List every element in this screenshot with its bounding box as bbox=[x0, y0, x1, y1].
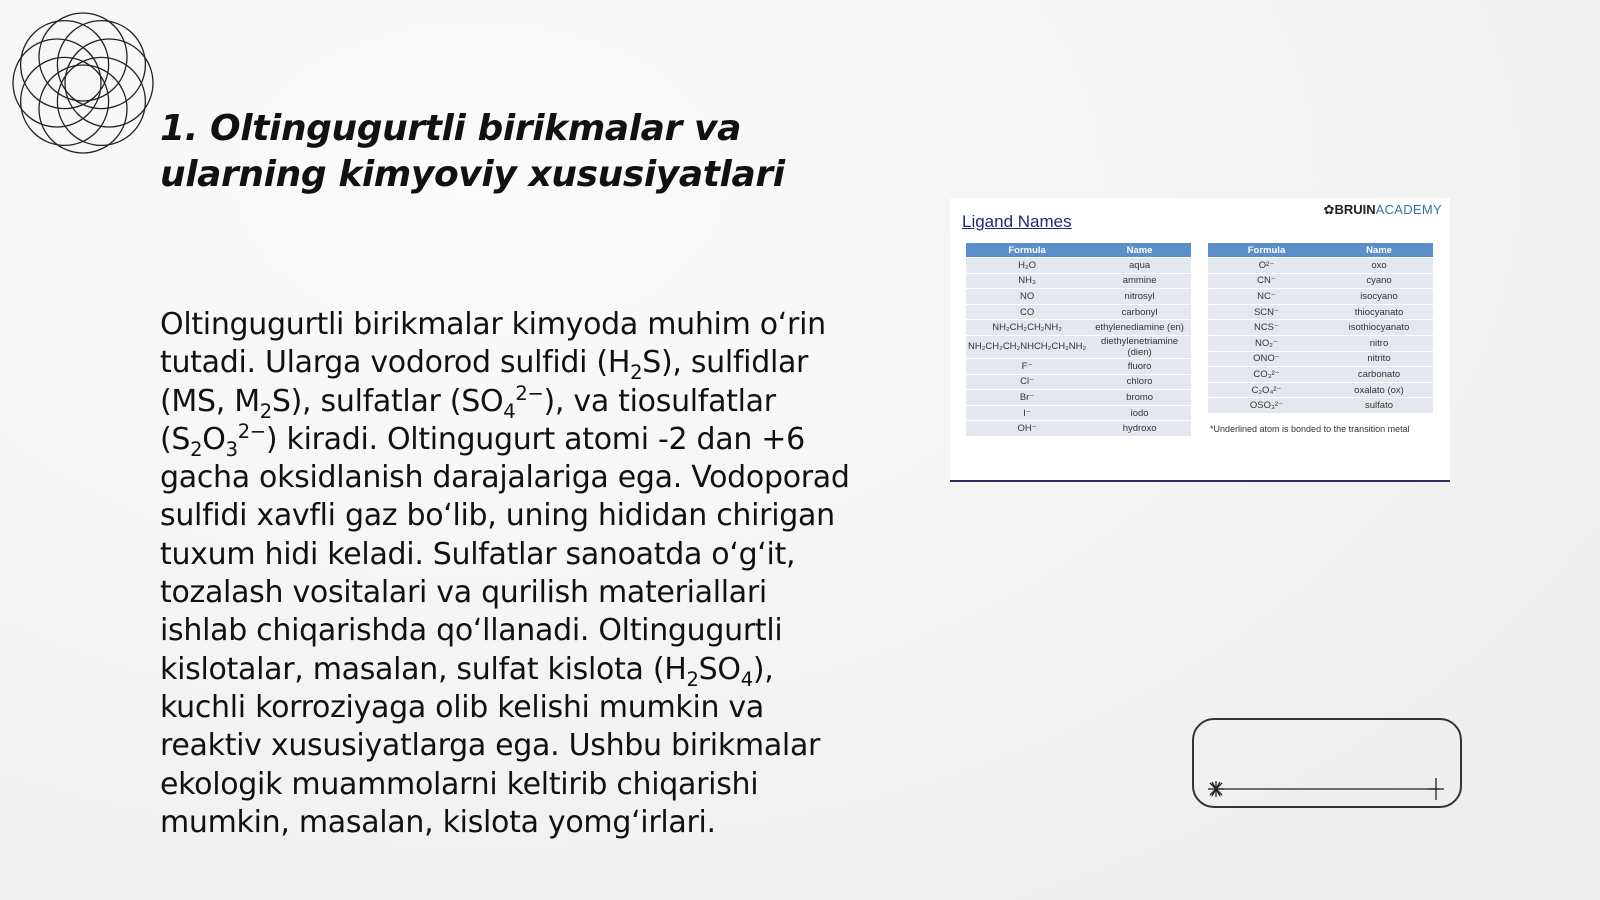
table-header-formula: Formula bbox=[1208, 243, 1325, 257]
brand-light: ACADEMY bbox=[1375, 202, 1442, 217]
body-segment: ), kuchli korroziyaga olib kelishi mumkin va reaktiv xususiyatlarga ega. Ushbu birikmalar ekologik muammolarni keltirib chiqarishi mumkin, masalan, kislota yomg‘irlari. bbox=[160, 651, 821, 840]
table-header-formula: Formula bbox=[966, 243, 1088, 257]
formula-cell: OSO₃²⁻ bbox=[1208, 398, 1325, 413]
formula-cell: H₂O bbox=[966, 258, 1088, 273]
table-row bbox=[1208, 367, 1433, 382]
table-row bbox=[966, 305, 1191, 320]
formula-cell: Br⁻ bbox=[966, 390, 1088, 405]
body-segment: Oltingugurtli birikmalar kimyoda muhim o‘rin tutadi. Ularga vodorod sulfidi (H bbox=[160, 307, 826, 381]
table-row bbox=[1208, 320, 1433, 335]
ligand-table-left bbox=[966, 242, 1191, 437]
decorative-rings-icon bbox=[8, 8, 158, 158]
name-cell: aqua bbox=[1088, 258, 1191, 273]
ring bbox=[65, 39, 153, 127]
timeline-decoration bbox=[1192, 718, 1462, 808]
table-row bbox=[1208, 383, 1433, 398]
ligand-names-image bbox=[950, 198, 1450, 482]
formula-cell: CO₃²⁻ bbox=[1208, 367, 1325, 382]
table-row bbox=[1208, 336, 1433, 351]
formula-cell: I⁻ bbox=[966, 406, 1088, 421]
table-row bbox=[1208, 352, 1433, 367]
body-segment: 2 bbox=[190, 437, 203, 461]
name-cell: diethylenetriamine (dien) bbox=[1088, 336, 1191, 358]
ring bbox=[21, 21, 109, 109]
formula-cell: O²⁻ bbox=[1208, 258, 1325, 273]
starburst-icon bbox=[1208, 781, 1224, 797]
formula-cell: CN⁻ bbox=[1208, 274, 1325, 289]
name-cell: bromo bbox=[1088, 390, 1191, 405]
table-row bbox=[1208, 289, 1433, 304]
name-cell: isocyano bbox=[1325, 289, 1433, 304]
formula-cell: SCN⁻ bbox=[1208, 305, 1325, 320]
ring bbox=[57, 21, 145, 109]
table-row bbox=[966, 359, 1191, 374]
ring bbox=[21, 57, 109, 145]
body-paragraph bbox=[160, 306, 860, 842]
body-segment: O bbox=[202, 421, 226, 457]
name-cell: ethylenediamine (en) bbox=[1088, 320, 1191, 335]
name-cell: nitro bbox=[1325, 336, 1433, 351]
formula-cell: F⁻ bbox=[966, 359, 1088, 374]
body-segment: 3 bbox=[225, 437, 238, 461]
paw-icon: ✿ bbox=[1323, 202, 1335, 217]
formula-cell: NO bbox=[966, 289, 1088, 304]
name-cell: iodo bbox=[1088, 406, 1191, 421]
name-cell: isothiocyanato bbox=[1325, 320, 1433, 335]
body-segment: 2− bbox=[237, 419, 266, 443]
table-header-name: Name bbox=[1088, 243, 1191, 257]
body-segment: 2− bbox=[515, 381, 544, 405]
name-cell: carbonato bbox=[1325, 367, 1433, 382]
name-cell: hydroxo bbox=[1088, 421, 1191, 436]
table-row bbox=[1208, 258, 1433, 273]
formula-cell: NH₂CH₂CH₂NHCH₂CH₂NH₂ bbox=[966, 336, 1088, 358]
table-row bbox=[966, 406, 1191, 421]
body-segment: 4 bbox=[503, 399, 516, 423]
body-segment: 2 bbox=[630, 361, 643, 385]
table-header-name: Name bbox=[1325, 243, 1433, 257]
formula-cell: Cl⁻ bbox=[966, 375, 1088, 390]
name-cell: fluoro bbox=[1088, 359, 1191, 374]
slide-title: 1. Oltingugurtli birikmalar va ularning kimyoviy xususiyatlari bbox=[160, 108, 785, 195]
body-segment: S), sulfidlar (MS, M bbox=[160, 345, 809, 419]
ring bbox=[13, 39, 101, 127]
body-segment: 4 bbox=[740, 667, 753, 691]
formula-cell: OH⁻ bbox=[966, 421, 1088, 436]
ligand-table-right bbox=[1208, 242, 1433, 414]
name-cell: ammine bbox=[1088, 274, 1191, 289]
table-row bbox=[966, 375, 1191, 390]
ring bbox=[39, 13, 127, 101]
table-row bbox=[966, 421, 1191, 436]
table-row bbox=[966, 274, 1191, 289]
body-segment: 2 bbox=[686, 667, 699, 691]
name-cell: cyano bbox=[1325, 274, 1433, 289]
brand-logo bbox=[1324, 202, 1442, 218]
name-cell: oxalato (ox) bbox=[1325, 383, 1433, 398]
name-cell: carbonyl bbox=[1088, 305, 1191, 320]
table-footnote: *Underlined atom is bonded to the transition metal bbox=[1210, 424, 1410, 434]
formula-cell: NO₂⁻ bbox=[1208, 336, 1325, 351]
ring bbox=[39, 65, 127, 153]
formula-cell: CO bbox=[966, 305, 1088, 320]
cross-marker-icon bbox=[1428, 778, 1444, 800]
name-cell: nitrito bbox=[1325, 352, 1433, 367]
table-row bbox=[1208, 398, 1433, 413]
name-cell: thiocyanato bbox=[1325, 305, 1433, 320]
table-row bbox=[1208, 274, 1433, 289]
table-row bbox=[966, 258, 1191, 273]
body-segment: ) kiradi. Oltingugurt atomi -2 dan +6 gacha oksidlanish darajalariga ega. Vodoporad sulfidi xavfli gaz bo‘lib, uning hididan chirigan tuxum hidi keladi. Sulfatlar sanoatda o‘g‘it, tozalash vositalari va qurilish materiallari ishlab chiqarishda qo‘llanadi. Oltingugurtli kislotalar, masalan, sulfat kislota (H bbox=[160, 421, 850, 687]
formula-cell: C₂O₄²⁻ bbox=[1208, 383, 1325, 398]
body-paragraph-text bbox=[160, 306, 860, 842]
brand-bold: BRUIN bbox=[1334, 202, 1376, 217]
name-cell: oxo bbox=[1325, 258, 1433, 273]
name-cell: chloro bbox=[1088, 375, 1191, 390]
name-cell: nitrosyl bbox=[1088, 289, 1191, 304]
table-row bbox=[966, 390, 1191, 405]
body-segment: S), sulfatlar (SO bbox=[271, 383, 504, 419]
body-segment: ), va tiosulfatlar (S bbox=[160, 383, 776, 457]
formula-cell: NCS⁻ bbox=[1208, 320, 1325, 335]
timeline-line bbox=[1194, 720, 1464, 810]
ring bbox=[57, 57, 145, 145]
table-row bbox=[1208, 305, 1433, 320]
formula-cell: NC⁻ bbox=[1208, 289, 1325, 304]
table-row bbox=[966, 320, 1191, 335]
formula-cell: NH₂CH₂CH₂NH₂ bbox=[966, 320, 1088, 335]
table-row bbox=[966, 336, 1191, 358]
formula-cell: ONO⁻ bbox=[1208, 352, 1325, 367]
table-row bbox=[966, 289, 1191, 304]
name-cell: sulfato bbox=[1325, 398, 1433, 413]
ligand-heading: Ligand Names bbox=[962, 212, 1072, 231]
body-segment: SO bbox=[698, 651, 741, 687]
formula-cell: NH₃ bbox=[966, 274, 1088, 289]
body-segment: 2 bbox=[259, 399, 272, 423]
